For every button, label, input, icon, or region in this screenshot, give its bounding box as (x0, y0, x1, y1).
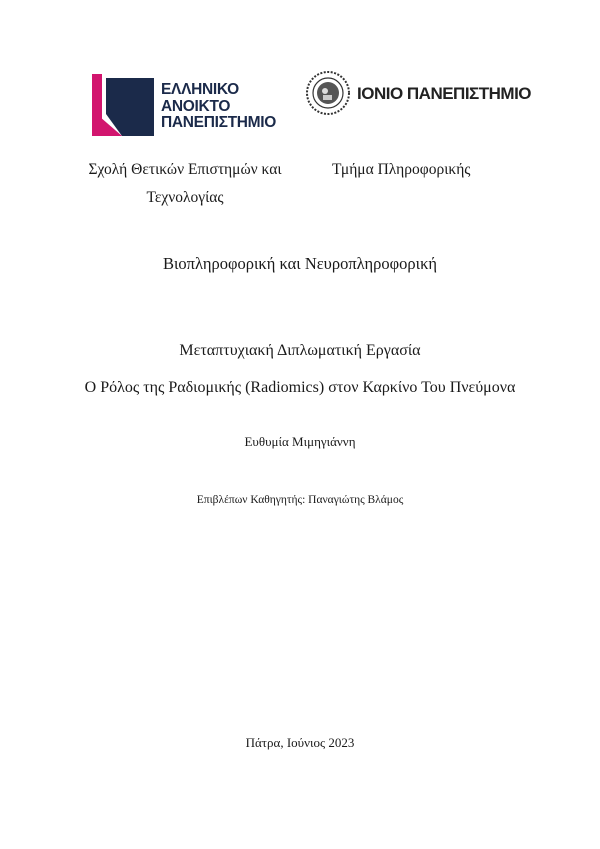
eap-logo-line-2: ΑΝΟΙΚΤΟ (161, 97, 231, 115)
school-name-line-2: Τεχνολογίας (146, 189, 224, 206)
ionio-seal-icon (305, 70, 351, 116)
place-date: Πάτρα, Ιούνιος 2023 (245, 735, 355, 750)
ionio-name: ΙΟΝΙΟ ΠΑΝΕΠΙΣΤΗΜΙΟ (357, 84, 532, 103)
school-name (80, 156, 290, 212)
thesis-title: Ο Ρόλος της Ραδιομικής (Radiomics) στον Καρκίνο Του Πνεύμονα (84, 379, 516, 396)
eap-logo-line-1: ΕΛΛΗΝΙΚΟ (161, 81, 239, 98)
ionio-logo (305, 70, 532, 118)
eap-logo-mark-icon (92, 70, 154, 140)
eap-logo-text (161, 82, 276, 132)
supervisor: Επιβλέπων Καθηγητής: Παναγιώτης Βλάμος (196, 494, 404, 506)
program-name: Βιοπληροφορική και Νευροπληροφορική (162, 254, 438, 273)
eap-logo-line-3: ΠΑΝΕΠΙΣΤΗΜΙΟ (161, 114, 277, 131)
eap-logo (92, 70, 282, 140)
department-name: Τμήμα Πληροφορικής (332, 161, 471, 178)
author-name: Ευθυμία Μιμηγιάννη (244, 434, 356, 449)
school-name-line-1: Σχολή Θετικών Επιστημών και (88, 161, 282, 178)
thesis-type: Μεταπτυχιακή Διπλωματική Εργασία (179, 342, 421, 359)
